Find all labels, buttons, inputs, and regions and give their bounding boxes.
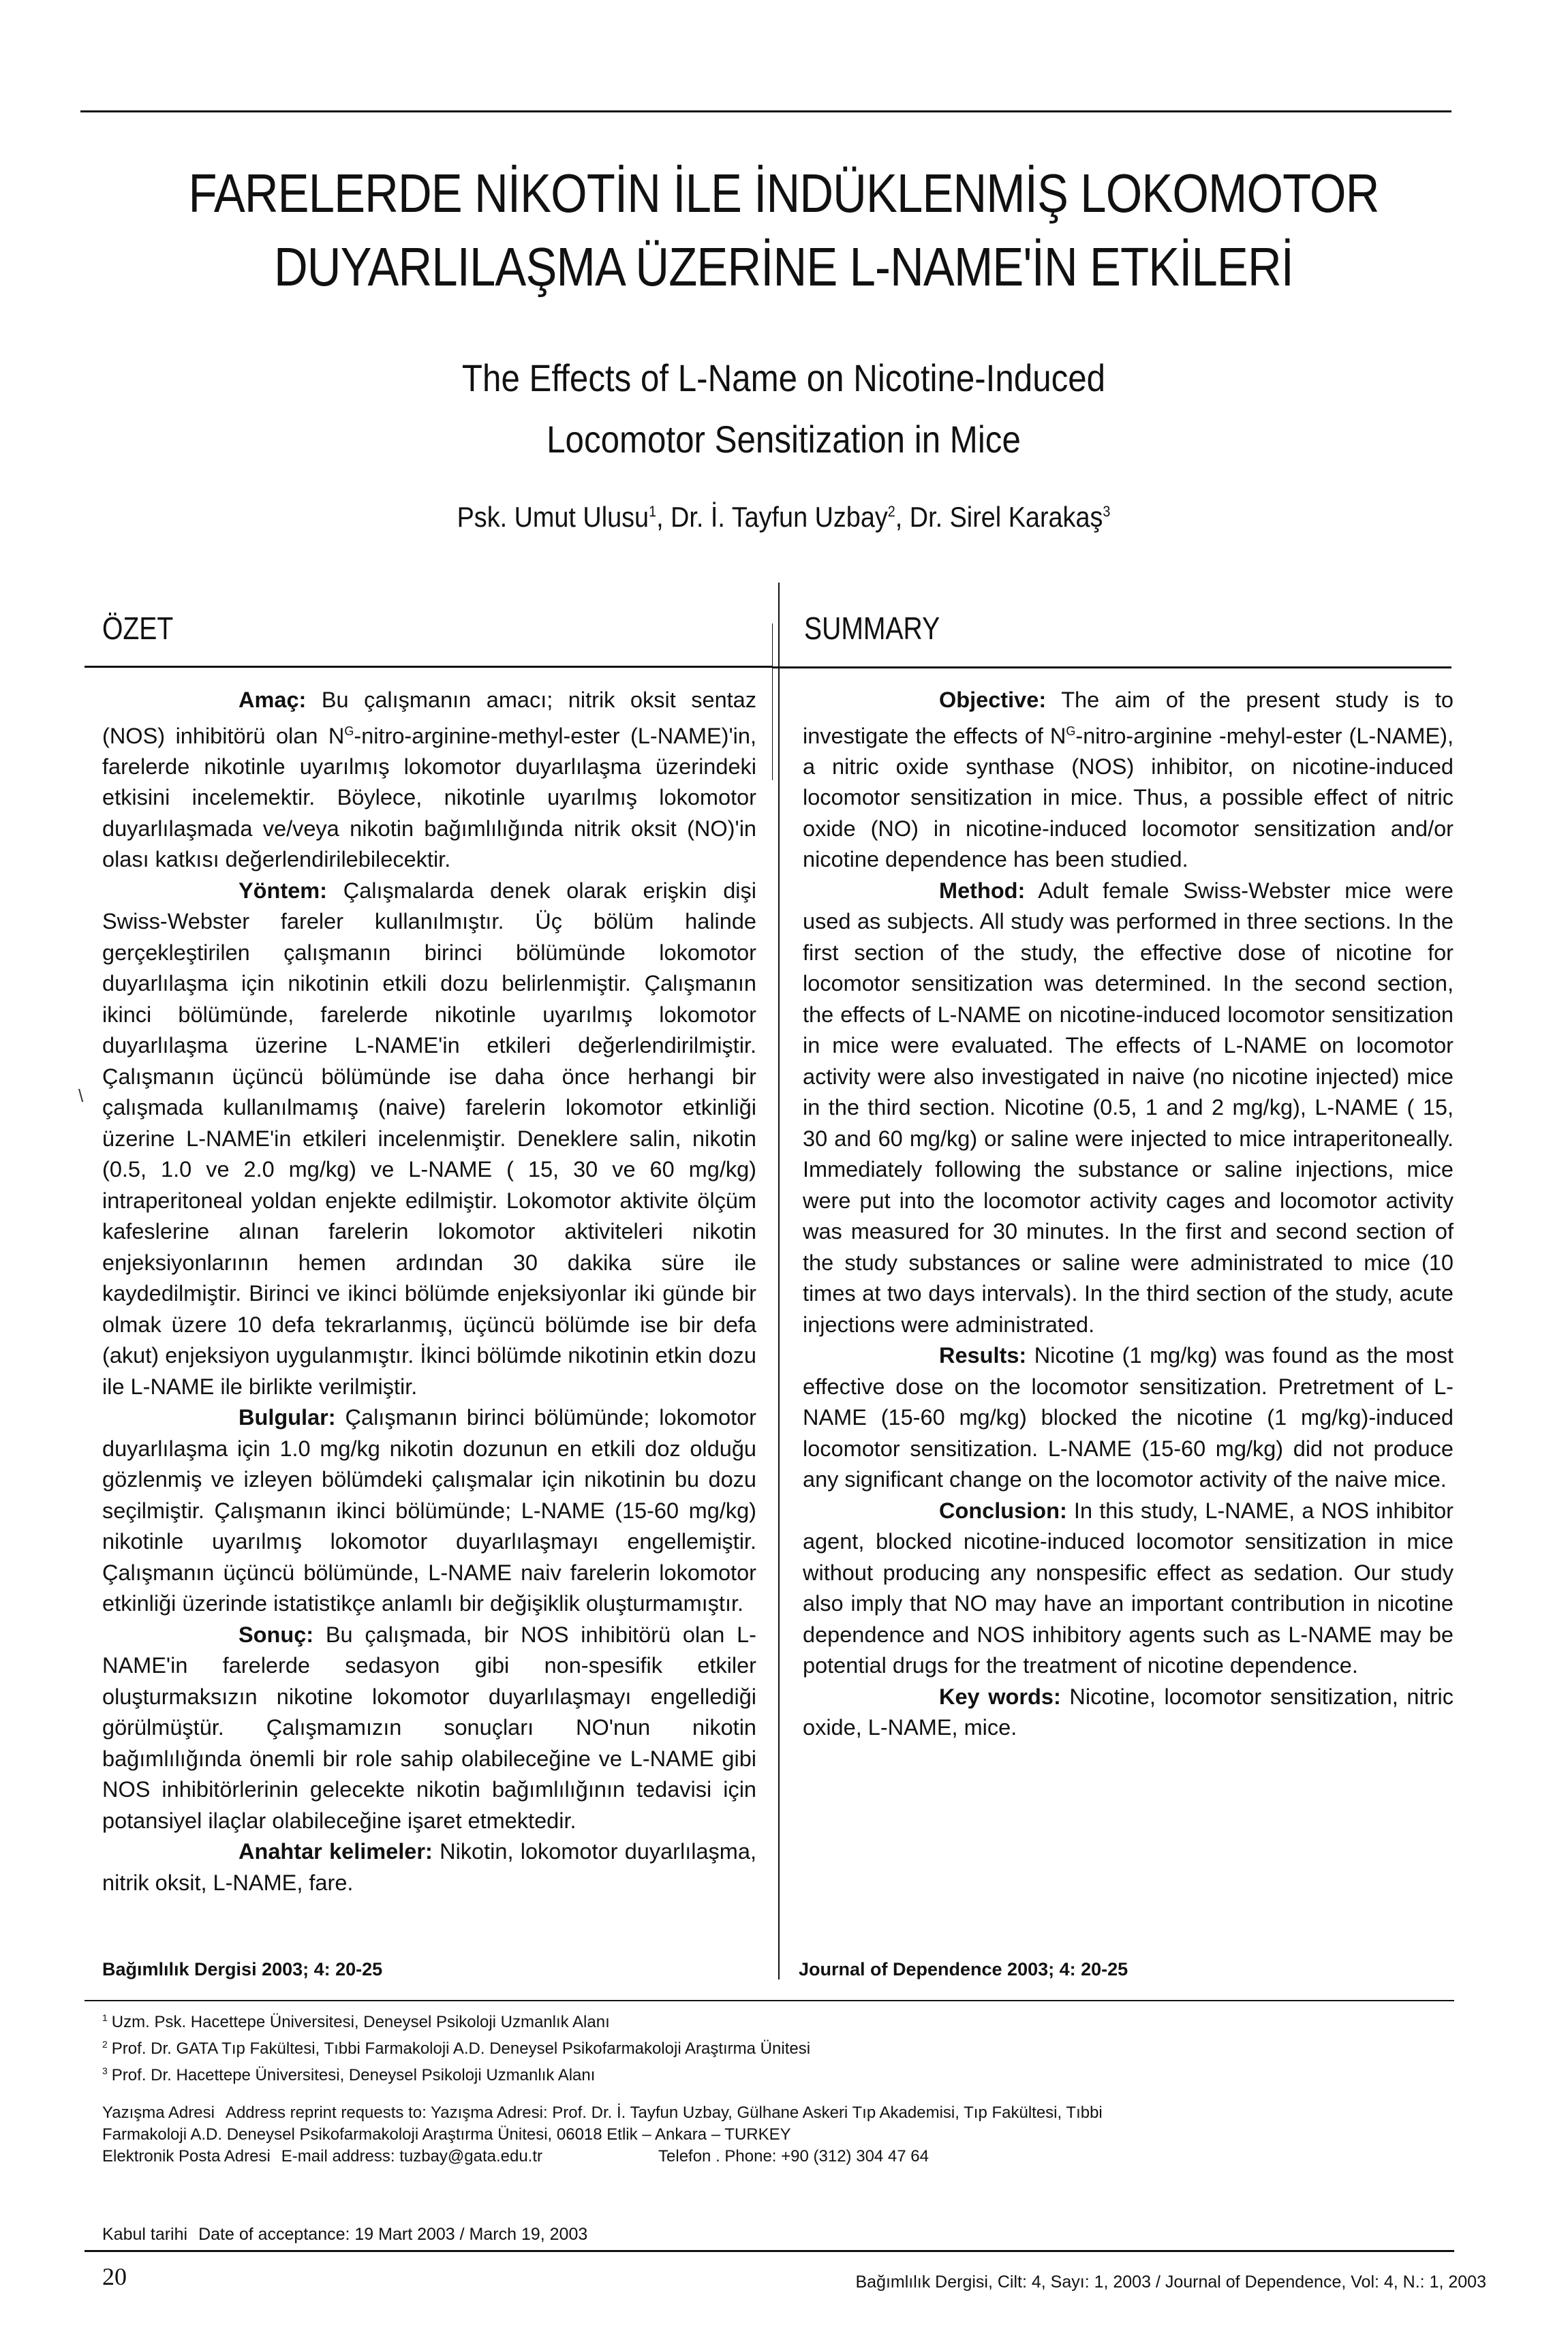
author-separator: , <box>895 501 910 533</box>
ozet-paragraph-keywords <box>102 1836 756 1898</box>
paragraph-text: The aim of the present study is to investigate the effects of N <box>803 688 1454 748</box>
phone-text: Telefon . Phone: +90 (312) 304 47 64 <box>658 2147 929 2166</box>
author-affiliation-mark: 3 <box>1103 503 1111 520</box>
margin-pen-mark: \ <box>78 1085 84 1106</box>
title-english-line-2: Locomotor Sensitization in Mice <box>547 418 1021 461</box>
journal-reference-turkish: Bağımlılık Dergisi 2003; 4: 20-25 <box>102 1959 383 1979</box>
title-turkish-line-2: DUYARLILAŞMA ÜZERİNE L-NAME'İN ETKİLERİ <box>273 236 1294 297</box>
author-name: Dr. Sirel Karakaş <box>909 501 1103 533</box>
address-label: Yazışma Adresi <box>102 2103 215 2122</box>
page-number: 20 <box>102 2263 127 2290</box>
paragraph-text: Nicotine (1 mg/kg) was found as the most effective dose on the locomotor sensitization. Pretretment of L-NAME (15-60 mg/kg) blocked the nicotine (1 mg/kg)-induced locomotor sensitization. L-NAME (15-60 mg/kg) did not produce any significant change on the locomotor activity of the naive mice. <box>803 1343 1454 1492</box>
paragraph-label: Objective: <box>939 688 1047 712</box>
footnote-number: 1 <box>102 2012 108 2023</box>
author-separator: , <box>656 501 671 533</box>
paragraph-label: Yöntem: <box>239 878 327 903</box>
superscript: G <box>344 724 354 738</box>
footnote-item <box>102 2007 810 2033</box>
acceptance-text: Date of acceptance: 19 Mart 2003 / March 19, 2003 <box>198 2225 588 2244</box>
correspondence-address <box>102 2102 1103 2124</box>
correspondence-address-cont: Farmakoloji A.D. Deneysel Psikofarmakoloji Araştırma Ünitesi, 06018 Etlik – Ankara – TURKEY <box>102 2125 791 2144</box>
paragraph-text: Bu çalışmada, bir NOS inhibitörü olan L-NAME'in farelerde sedasyon gibi non-spesifik etkiler oluşturmaksızın nikotine lokomotor duyarlılaşmayı engellediği görülmüştür. Çalışmamızın sonuçları NO'nun nikotin bağımlılığında önemli bir role sahip olabileceğine ve L-NAME gibi NOS inhibitörlerinin gelecekte nikotin bağımlılığının tedavisi için potansiyel ilaçlar olabileceğine işaret etmektedir. <box>102 1622 756 1833</box>
email-link[interactable]: E-mail address: tuzbay@gata.edu.tr <box>281 2147 543 2166</box>
summary-paragraph-objective <box>803 685 1454 876</box>
footnote-text: Prof. Dr. Hacettepe Üniversitesi, Deneysel Psikoloji Uzmanlık Alanı <box>111 2066 596 2084</box>
paragraph-label: Sonuç: <box>239 1622 314 1647</box>
email-label: Elektronik Posta Adresi <box>102 2147 271 2166</box>
ozet-heading: ÖZET <box>102 611 174 646</box>
paragraph-label: Method: <box>939 878 1026 903</box>
author-name: Dr. İ. Tayfun Uzbay <box>671 501 888 533</box>
ozet-heading-rule <box>84 666 773 668</box>
paragraph-label: Results: <box>939 1343 1027 1368</box>
summary-paragraph-keywords <box>803 1682 1454 1744</box>
footnote-number: 2 <box>102 2039 108 2050</box>
superscript: G <box>1066 724 1076 738</box>
paragraph-text: -nitro-arginine-methyl-ester (L-NAME)'in, farelerde nikotinle uyarılmış lokomotor duyarlılaşma üzerindeki etkisini incelemektir. Böylece, nikotinle uyarılmış lokomotor duyarlılaşmada ve/veya nikotin bağımlılığında nitrik oksit (NO)'in olası katkısı değerlendirilebilecektir. <box>102 723 756 872</box>
ozet-paragraph-amac <box>102 685 756 876</box>
acceptance-date <box>102 2225 587 2245</box>
footnote-text: Uzm. Psk. Hacettepe Üniversitesi, Deneysel Psikoloji Uzmanlık Alanı <box>111 2013 610 2031</box>
paragraph-text: Nicotine, locomotor sensitization, nitric oxide, L-NAME, mice. <box>803 1684 1454 1740</box>
ozet-paragraph-sonuc <box>102 1620 756 1837</box>
paragraph-label: Amaç: <box>239 688 307 712</box>
footnote-number: 3 <box>102 2065 108 2076</box>
ozet-paragraph-bulgular <box>102 1402 756 1620</box>
footnote-item <box>102 2033 810 2060</box>
paragraph-text: In this study, L-NAME, a NOS inhibitor agent, blocked nicotine-induced locomotor sensitization in mice without producing any nonspesific effect as sedation. Our study also imply that NO may have an important contribution in nicotine dependence and NOS inhibitory agents such as L-NAME may be potential drugs for the treatment of nicotine dependence. <box>803 1498 1454 1678</box>
author-affiliation-mark: 2 <box>887 503 895 520</box>
paragraph-text: Çalışmalarda denek olarak erişkin dişi Swiss-Webster fareler kullanılmıştır. Üç bölüm halinde gerçekleştirilen çalışmanın birinci bölümünde lokomotor duyarlılaşma için nikotinin etkili dozu belirlenmiştir. Çalışmanın ikinci bölümünde, farelerde nikotinle uyarılmış lokomotor duyarlılaşma üzerine L-NAME'in etkileri değerlendirilmiştir. Çalışmanın üçüncü bölümünde ise daha önce herhangi bir çalışmada kullanılmamış (naive) farelerin lokomotor etkinliği üzerine L-NAME'in etkileri incelenmiştir. Deneklere salin, nikotin (0.5, 1.0 ve 2.0 mg/kg) ve L-NAME ( 15, 30 ve 60 mg/kg) intraperitoneal yoldan enjekte edilmiştir. Lokomotor aktivite ölçüm kafeslerine alınan farelerin lokomotor aktiviteleri nikotin enjeksiyonlarının hemen ardından 30 dakika süre ile kaydedilmiştir. Birinci ve ikinci bölümde enjeksiyonlar iki günde bir olmak üzere 10 defa tekrarlanmış, üçüncü bölümde ise bir defa (akut) enjeksiyon uygulanmıştır. İkinci bölümde nikotinin etkin dozu ile L-NAME ile birlikte verilmiştir. <box>102 878 756 1399</box>
paragraph-label: Conclusion: <box>939 1498 1067 1523</box>
footnote-text: Prof. Dr. GATA Tıp Fakültesi, Tıbbi Farmakoloji A.D. Deneysel Psikofarmakoloji Araştırma Ünitesi <box>111 2039 811 2058</box>
summary-heading: SUMMARY <box>804 611 940 646</box>
title-turkish <box>180 157 1387 304</box>
paragraph-label: Anahtar kelimeler: <box>239 1839 433 1864</box>
affiliation-footnotes <box>102 2007 810 2086</box>
address-text: Address reprint requests to: Yazışma Adresi: Prof. Dr. İ. Tayfun Uzbay, Gülhane Askeri Tıp Akademisi, Tıp Fakültesi, Tıbbi <box>225 2103 1103 2122</box>
ozet-body <box>102 685 756 1898</box>
running-footer: Bağımlılık Dergisi, Cilt: 4, Sayı: 1, 2003 / Journal of Dependence, Vol: 4, N.: 1, 2003 <box>855 2272 1486 2292</box>
bottom-rule <box>84 2250 1454 2252</box>
paragraph-text: Nikotin, lokomotor duyarlılaşma, nitrik oksit, L-NAME, fare. <box>102 1839 756 1895</box>
paragraph-text: Bu çalışmanın amacı; nitrik oksit sentaz (NOS) inhibitörü olan N <box>102 688 756 748</box>
footnote-item <box>102 2060 810 2086</box>
acceptance-label: Kabul tarihi <box>102 2225 188 2244</box>
summary-heading-rule <box>773 666 1451 668</box>
paragraph-text: Adult female Swiss-Webster mice were used as subjects. All study was performed in three sections. In the first section of the study, the effective dose of nicotine for locomotor sensitization was determined. In the second section, the effects of L-NAME on nicotine-induced locomotor sensitization in mice were evaluated. The effects of L-NAME on locomotor activity were also investigated in naive (no nicotine injected) mice in the third section. Nicotine (0.5, 1 and 2 mg/kg), L-NAME ( 15, 30 and 60 mg/kg) or saline were injected to mice intraperitoneally. Immediately following the substance or saline injections, mice were put into the locomotor activity cages and locomotor activity was measured for 30 minutes. In the first and second section of the study substances or saline were administrated to mice (10 times at two days intervals). In the third section of the study, acute injections were administrated. <box>803 878 1454 1337</box>
summary-paragraph-conclusion <box>803 1496 1454 1682</box>
paragraph-text: Çalışmanın birinci bölümünde; lokomotor duyarlılaşma için 1.0 mg/kg nikotin dozunun en etkili doz olduğu gözlenmiş ve izleyen bölümdeki çalışmalar için nikotinin bu dozu seçilmiştir. Çalışmanın ikinci bölümünde; L-NAME (15-60 mg/kg) nikotinle uyarılmış lokomotor duyarlılaşmayı engellemiştir. Çalışmanın üçüncü bölümünde, L-NAME naiv farelerin lokomotor etkinliği üzerinde istatistikçe anlamlı bir değişiklik oluşturmamıştır. <box>102 1405 756 1616</box>
author-list <box>262 501 1305 534</box>
correspondence-email-phone <box>102 2146 1103 2168</box>
ozet-paragraph-yontem <box>102 876 756 1403</box>
summary-paragraph-results <box>803 1340 1454 1496</box>
correspondence-block <box>102 2102 1103 2168</box>
author-affiliation-mark: 1 <box>649 503 657 520</box>
column-divider-inner <box>772 623 773 780</box>
paragraph-label: Key words: <box>939 1684 1061 1709</box>
title-turkish-line-1: FARELERDE NİKOTİN İLE İNDÜKLENMİŞ LOKOMOTOR <box>188 163 1379 224</box>
title-english <box>274 348 1293 470</box>
paragraph-text: -nitro-arginine -mehyl-ester (L-NAME), a nitric oxide synthase (NOS) inhibitor, on nicotine-induced locomotor sensitization in mice. Thus, a possible effect of nitric oxide (NO) in nicotine-induced locomotor sensitization and/or nicotine dependence has been studied. <box>803 723 1454 872</box>
column-divider-outer <box>778 583 780 1979</box>
top-rule <box>80 110 1451 112</box>
summary-paragraph-method <box>803 876 1454 1341</box>
author-name: Psk. Umut Ulusu <box>457 501 649 533</box>
paragraph-label: Bulgular: <box>239 1405 336 1430</box>
summary-body <box>803 685 1454 1744</box>
title-english-line-1: The Effects of L-Name on Nicotine-Induced <box>461 356 1106 399</box>
footnote-rule <box>84 2000 1454 2001</box>
journal-reference-english: Journal of Dependence 2003; 4: 20-25 <box>799 1959 1128 1979</box>
